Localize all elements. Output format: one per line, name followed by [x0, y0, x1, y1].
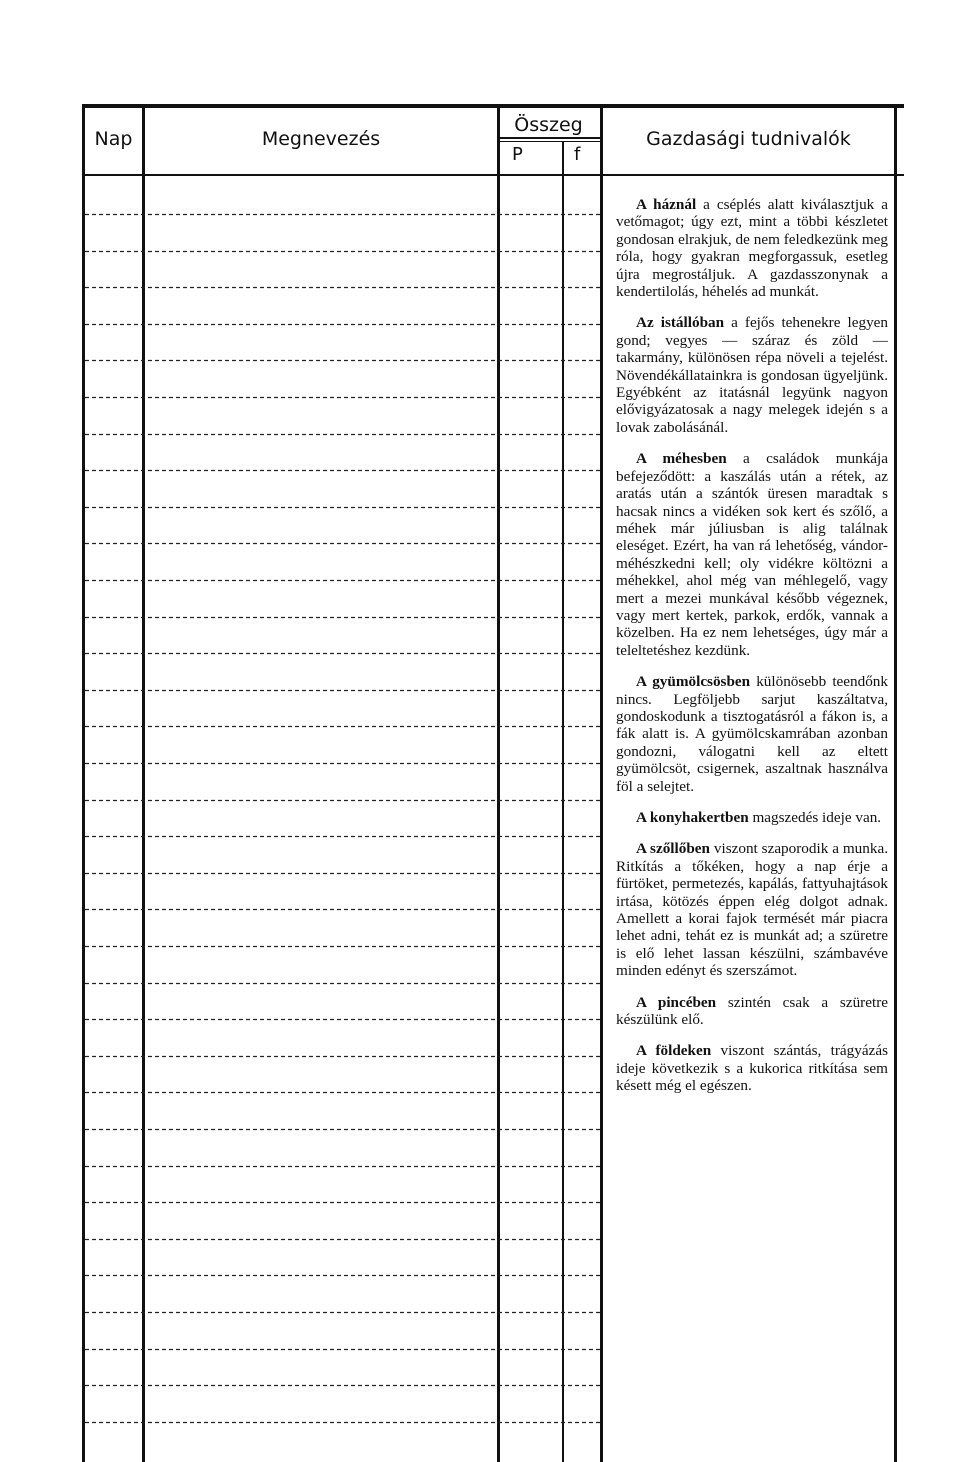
- header-f: f: [574, 144, 581, 165]
- header-osszeg: Összeg: [514, 114, 583, 136]
- note-istallo: Az istállóban a fejős tehenekre legyen gond; vegyes — száraz és zöld — takarmány, különösen répa növeli a tejelést. Növendékállatainkra is gondosan ügyeljünk. Egyébként az itatásnál legyünk nagyon elővigyázatosak a nagy melegek idején s a lovak zabolásánál.: [616, 314, 888, 436]
- note-meheszet: A méhesben a családok munkája befejeződött: a kaszálás után a rétek, az aratás után a szántók üresen maradtak s hacsak nincs a vidéken sok kert és szőlő, a méhek már júliusban is alig találnak eleséget. Ezért, ha van rá lehetőség, vándor-méhészkedni kell; oly vidékre költözni a méhekkel, ahol még van méhlegelő, vagy mert a mezei munkával később végeznek, vagy mert kertek, parkok, erdők, vannak a közelben. Ha ez nem lehetséges, úgy már a teleltetéshez kezdünk.: [616, 450, 888, 659]
- note-gyumolcsos: A gyümölcsösben különösebb teendőnk nincs. Legföljebb sarjut kaszáltatva, gondoskodunk a tisztogatásról a fákon is, a fák alatt is. A gyümölcskamrában azonban gondozni, válogatni kell az eltett gyümölcsöt, csigernek, aszaltnak használva föl a selejtet.: [616, 673, 888, 795]
- gazdasagi-tudnivalok-text: [616, 196, 888, 1109]
- note-szollo: A szőllőben viszont szaporodik a munka. Ritkítás a tőkéken, hogy a nap érje a fürtöket, permetezés, kapálás, fattyuhajtások irtása, kötözés éppen elég dolgot adnak. Amellett a korai fajok termését már piacra lehet adni, tehát ez is munkát ad; a szüretre is elő lehet lassan készülni, számbavéve minden edényt és szerszámot.: [616, 840, 889, 980]
- note-pince: A pincében szintén csak a szüretre készülünk elő.: [616, 993, 888, 1029]
- right-border: [894, 104, 897, 1462]
- note-konyhakert: A konyhakertben magszedés ideje van.: [636, 809, 882, 826]
- note-foldek: A földeken viszont szántás, trágyázás ideje következik s a kukorica ritkítása sem késett még el egészen.: [616, 1042, 888, 1095]
- header-nap: Nap: [94, 128, 133, 150]
- entry-rows: [82, 104, 602, 1462]
- ledger-table: [82, 104, 904, 1462]
- header-p: P: [512, 144, 523, 165]
- header-megnevezes: Megnevezés: [261, 128, 381, 150]
- note-hazanal: A háznál a cséplés alatt kiválasztjuk a vetőmagot; úgy ezt, mint a többi készletet gondosan elrakjuk, de nem feledkezünk meg róla, hogy gyakran megforgassuk, esetleg újra megrostáljuk. A gazdasszonynak a kendertilolás, héhelés ad munkát.: [616, 196, 888, 301]
- header-gazdasagi-tudnivalok: Gazdasági tudnivalók: [646, 128, 851, 150]
